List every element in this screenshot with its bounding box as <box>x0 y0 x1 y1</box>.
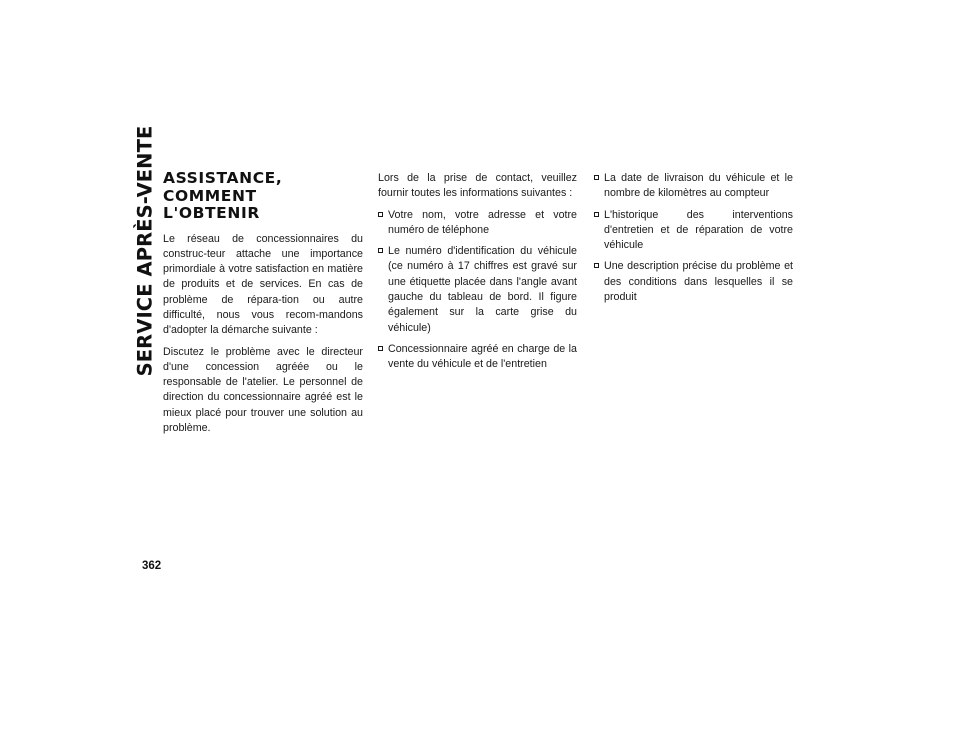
list-item <box>378 244 577 336</box>
list-item-text: Concessionnaire agréé en charge de la vente du véhicule et de l'entretien <box>388 342 577 371</box>
checkbox-bullet-icon <box>378 212 383 217</box>
column-3 <box>594 171 793 311</box>
info-list-2 <box>594 171 793 305</box>
list-item-text: Une description précise du problème et des conditions dans lesquelles il se produit <box>604 260 793 304</box>
checkbox-bullet-icon <box>378 346 383 351</box>
section-heading <box>163 170 363 223</box>
list-item <box>594 208 793 254</box>
column-2 <box>378 171 577 379</box>
list-item <box>378 342 577 373</box>
contact-intro: Lors de la prise de contact, veuillez fournir toutes les informations suivantes : <box>378 172 577 200</box>
checkbox-bullet-icon <box>594 212 599 217</box>
section-tab-label: SERVICE APRÈS-VENTE <box>133 125 157 377</box>
list-item <box>594 171 793 202</box>
list-item-text: Votre nom, votre adresse et votre numéro de téléphone <box>388 208 577 236</box>
checkbox-bullet-icon <box>594 263 599 268</box>
column-1 <box>163 170 363 442</box>
list-item <box>378 208 577 239</box>
checkbox-bullet-icon <box>378 248 383 253</box>
section-heading-line-2: L'OBTENIR <box>163 204 260 222</box>
dealer-paragraph: Discutez le problème avec le directeur d'une concession agréée ou le responsable de l'atelier. Le personnel de direction du concessionnaire agréé est le mieux placé pour trouver une solution au problème. <box>163 345 363 435</box>
info-list-1 <box>378 208 577 373</box>
section-heading-line-1: ASSISTANCE, COMMENT <box>163 169 283 205</box>
list-item-text: La date de livraison du véhicule et le nombre de kilomètres au compteur <box>604 172 793 200</box>
checkbox-bullet-icon <box>594 175 599 180</box>
list-item-text: Le numéro d'identification du véhicule (ce numéro à 17 chiffres est gravé sur une étiquette placée dans l'angle avant gauche du tableau de bord. Il figure également sur la carte grise du véhicule) <box>388 245 577 334</box>
section-tab <box>129 125 161 377</box>
page-number: 362 <box>142 560 162 572</box>
list-item <box>594 259 793 305</box>
intro-paragraph: Le réseau de concessionnaires du construc-teur attache une importance primordiale à votre satisfaction en matière de produits et de services. En cas de problème de répara-tion ou autre difficulté, nous vous recom-mandons d'adopter la démarche suivante : <box>163 232 363 337</box>
list-item-text: L'historique des interventions d'entretien et de réparation de votre véhicule <box>604 208 793 252</box>
